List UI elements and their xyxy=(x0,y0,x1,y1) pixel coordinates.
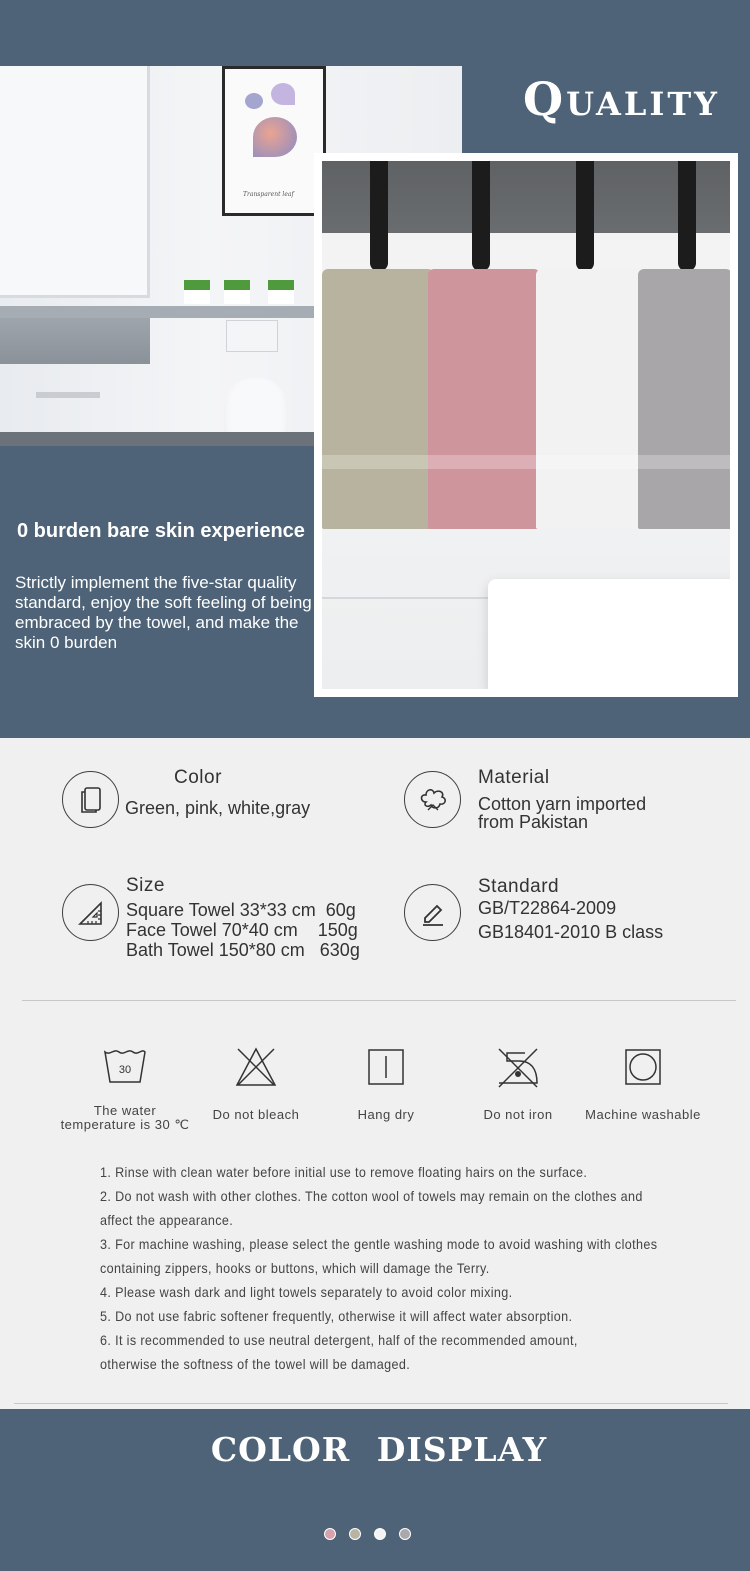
instruction-line: 6. It is recommended to use neutral detergent, half of the recommended amount, xyxy=(100,1332,578,1348)
quality-title: Quality xyxy=(523,72,720,126)
spec-label: Size xyxy=(126,875,165,896)
no-bleach-icon xyxy=(234,1044,278,1090)
care-label: Machine washable xyxy=(585,1107,701,1122)
leaf-artwork xyxy=(222,66,326,216)
care-no-bleach xyxy=(186,1044,326,1122)
spec-label: Material xyxy=(478,767,550,788)
swatch-gray[interactable] xyxy=(399,1528,411,1540)
hook xyxy=(576,161,594,271)
leaf-shape xyxy=(253,117,297,157)
hero-heading: 0 burden bare skin experience xyxy=(17,520,305,542)
machine-wash-icon xyxy=(623,1044,663,1090)
section-divider xyxy=(22,1000,736,1001)
spec-label: Color xyxy=(174,767,222,788)
swatch-pink[interactable] xyxy=(324,1528,336,1540)
care-machine-wash xyxy=(573,1044,713,1122)
towel-border xyxy=(428,455,540,469)
color-display-title: COLOR DISPLAY xyxy=(210,1430,548,1469)
towel-border xyxy=(322,455,434,469)
plant-pot xyxy=(268,280,294,304)
care-wash-temp xyxy=(55,1044,195,1132)
hook xyxy=(370,161,388,271)
towel-white xyxy=(536,269,644,529)
bathroom-mirror xyxy=(0,66,150,298)
spec-value: GB/T22864-2009 GB18401-2010 B class xyxy=(478,898,664,942)
color-swatches xyxy=(324,1528,411,1540)
no-iron-icon xyxy=(495,1044,541,1090)
care-no-iron xyxy=(448,1044,588,1122)
swatch-green[interactable] xyxy=(349,1528,361,1540)
towel-border xyxy=(536,455,644,469)
instruction-line: affect the appearance. xyxy=(100,1212,234,1228)
instruction-line: 3. For machine washing, please select the gentle washing mode to avoid washing with clothes xyxy=(100,1236,658,1252)
spec-value: Green, pink, white,gray xyxy=(125,798,311,818)
spec-label: Standard xyxy=(478,876,560,897)
spec-color xyxy=(62,767,422,861)
leaf-shape xyxy=(245,93,263,109)
artwork-caption: Transparent leaf xyxy=(243,191,294,198)
instruction-line: containing zippers, hooks or buttons, which will damage the Terry. xyxy=(100,1260,490,1276)
plant-pot xyxy=(184,280,210,304)
leaf-shape xyxy=(271,83,295,105)
color-swatch-icon xyxy=(62,771,119,828)
towel-photo xyxy=(322,161,730,689)
instruction-line: 2. Do not wash with other clothes. The cotton wool of towels may remain on the clothes and xyxy=(100,1188,643,1204)
spec-standard xyxy=(404,876,750,974)
spec-material xyxy=(404,767,750,861)
instruction-line: 4. Please wash dark and light towels separately to avoid color mixing. xyxy=(100,1284,513,1300)
care-instructions xyxy=(100,1160,700,1376)
towel-gray xyxy=(638,269,730,529)
vanity-counter xyxy=(0,306,314,318)
section-divider xyxy=(14,1403,728,1404)
hang-dry-icon xyxy=(366,1044,406,1090)
instruction-line: 5. Do not use fabric softener frequently, otherwise it will affect water absorption. xyxy=(100,1308,573,1324)
swatch-white[interactable] xyxy=(374,1528,386,1540)
vanity-cabinet xyxy=(0,318,150,364)
hook xyxy=(472,161,490,271)
cotton-icon xyxy=(404,771,461,828)
towel-border xyxy=(638,455,730,469)
care-hang-dry xyxy=(316,1044,456,1122)
care-label: Hang dry xyxy=(357,1107,415,1122)
towel-photo-frame xyxy=(314,153,738,697)
spec-size xyxy=(62,875,422,974)
spec-value: Square Towel 33*33 cm 60g Face Towel 70*40 cm 150g Bath Towel 150*80 cm 630g xyxy=(126,900,360,960)
towel-pink xyxy=(428,269,540,529)
vanity-shelf xyxy=(36,392,100,398)
care-label: Do not iron xyxy=(483,1107,553,1122)
hook xyxy=(678,161,696,271)
instruction-line: otherwise the softness of the towel will be damaged. xyxy=(100,1356,411,1372)
pencil-icon xyxy=(404,884,461,941)
towel-green xyxy=(322,269,434,529)
care-label: Do not bleach xyxy=(212,1107,300,1122)
flush-panel xyxy=(226,320,278,352)
wash-basin xyxy=(488,579,730,689)
wash-30-icon xyxy=(102,1044,148,1090)
care-label: The water temperature is 30 ℃ xyxy=(60,1103,190,1132)
hero-description: Strictly implement the five-star quality standard, enjoy the soft feeling of being embraced by the towel, and make the skin 0 burden xyxy=(15,573,312,652)
wash-temp-number: 30 xyxy=(118,1064,132,1076)
plant-pot xyxy=(224,280,250,304)
ruler-triangle-icon xyxy=(62,884,119,941)
instruction-line: 1. Rinse with clean water before initial use to remove floating hairs on the surface. xyxy=(100,1164,588,1180)
spec-value: Cotton yarn imported from Pakistan xyxy=(478,794,647,832)
